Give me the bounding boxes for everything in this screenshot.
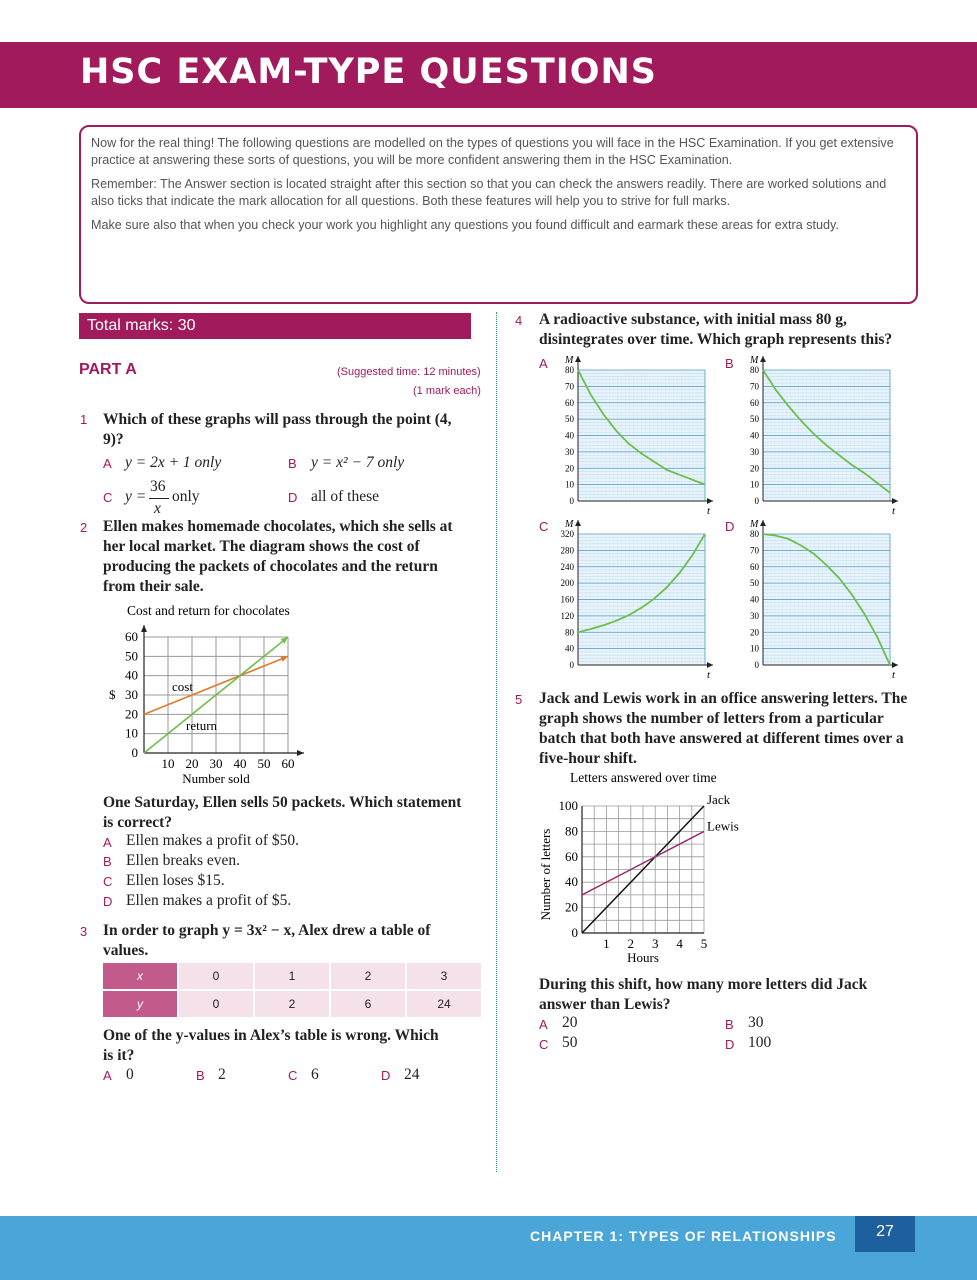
decay-graph-a: [555, 350, 715, 515]
decay-graph-d: [740, 514, 900, 679]
x-tick-label: 10: [161, 756, 175, 771]
q3-option-c: 6: [311, 1066, 319, 1083]
x-axis-label: Number sold: [182, 771, 250, 786]
x-axis-arrow: [707, 498, 713, 504]
q1-option-b: y = x² − 7 only: [311, 454, 405, 471]
q2-option-d: Ellen makes a profit of $5.: [126, 892, 292, 909]
x-axis-arrow: [707, 662, 713, 668]
x-tick-label: 2: [627, 936, 635, 951]
x-axis-label: t: [892, 505, 896, 515]
q5-option-b-letter: B: [725, 1017, 734, 1032]
y-tick-label: 200: [560, 578, 574, 589]
q2-option-a-letter: A: [103, 835, 112, 850]
intro-box: [79, 125, 918, 304]
q3-stem: One of the y-values in Alex’s table is wrong. Which is it?: [103, 1027, 439, 1064]
y-tick-label: 40: [125, 667, 138, 683]
table-cell: 0: [179, 991, 253, 1017]
series-label-cost: cost: [172, 679, 193, 694]
q1-text: Which of these graphs will pass through the point (4, 9)?: [103, 411, 452, 448]
total-marks-bar: Total marks: 30: [79, 313, 471, 339]
q1-option-c-letter: C: [103, 490, 113, 505]
y-axis-arrow: [760, 356, 766, 362]
q3-option-a: 0: [126, 1066, 134, 1083]
q4-option-d-letter: D: [725, 519, 735, 534]
q1-number: 1: [80, 412, 88, 427]
y-tick-label: 70: [750, 545, 759, 556]
footer-bar: [0, 1216, 977, 1280]
q2-text: Ellen makes homemade chocolates, which she sells at her local market. The diagram shows the cost of producing the packets of chocolates and the return from their sale.: [103, 518, 453, 595]
y-axis-arrow: [760, 520, 766, 526]
q5-option-a-letter: A: [539, 1017, 548, 1032]
q2-option-b: Ellen breaks even.: [126, 852, 241, 869]
q1-option-c-denominator: x: [154, 500, 161, 517]
table-header-y: y: [103, 991, 177, 1017]
y-tick-label: 10: [125, 725, 138, 741]
x-axis-arrow: [892, 498, 898, 504]
y-tick-label: 10: [750, 643, 759, 654]
x-tick-label: 1: [603, 936, 610, 951]
fraction-bar: [149, 498, 169, 499]
q2-option-c: Ellen loses $15.: [126, 872, 225, 889]
y-tick-label: 100: [558, 798, 578, 813]
table-row: [103, 991, 481, 1017]
q4-number: 4: [515, 313, 523, 328]
chart-title: Cost and return for chocolates: [127, 603, 290, 618]
q5-option-d-letter: D: [725, 1037, 735, 1052]
x-tick-label: 30: [209, 756, 223, 771]
q4-option-a-letter: A: [539, 356, 548, 371]
y-tick-label: 50: [750, 578, 759, 589]
y-tick-label: 320: [560, 529, 574, 539]
y-tick-label: 60: [750, 561, 759, 572]
table-cell: 24: [407, 991, 481, 1017]
cost-return-chart: [100, 598, 315, 788]
y-tick-label: 50: [750, 414, 759, 425]
y-tick-label: 0: [571, 925, 578, 940]
q5-number: 5: [515, 692, 523, 707]
y-axis-label: M: [565, 355, 574, 366]
y-axis-label: M: [750, 355, 759, 366]
series-label-jack: Jack: [707, 792, 731, 807]
q5-option-b: 30: [748, 1014, 764, 1031]
y-axis-arrow: [141, 625, 147, 632]
series-label-return: return: [186, 718, 218, 733]
x-tick-label: 4: [676, 936, 683, 951]
q3-option-d-letter: D: [381, 1068, 391, 1083]
q5-stem: During this shift, how many more letters did Jack answer than Lewis?: [539, 976, 868, 1013]
column-divider: [496, 312, 497, 1172]
y-tick-label: 60: [565, 848, 578, 864]
y-axis-arrow: [575, 356, 581, 362]
x-axis-label: Hours: [627, 950, 659, 965]
y-tick-label: 160: [560, 594, 574, 605]
table-cell: 3: [407, 963, 481, 989]
x-axis-arrow: [892, 662, 898, 668]
y-tick-label: 50: [565, 414, 574, 425]
y-axis-label: $: [109, 687, 116, 702]
q3-number: 3: [80, 924, 88, 939]
x-axis-label: t: [707, 505, 711, 515]
intro-paragraph-1: Now for the real thing! The following questions are modelled on the types of questions you will face in the HSC Examination. If you get extensive practice at answering these sorts of questions, you will be more confident answering them in the HSC Examination.: [91, 136, 894, 167]
y-tick-label: 10: [750, 479, 759, 490]
q2-option-a: Ellen makes a profit of $50.: [126, 832, 300, 849]
x-tick-label: 5: [700, 936, 708, 951]
q1-option-a: y = 2x + 1 only: [125, 454, 222, 471]
letters-chart: [534, 765, 764, 970]
q2-number: 2: [80, 520, 88, 535]
x-tick-label: 60: [281, 756, 295, 771]
q2-stem: One Saturday, Ellen sells 50 packets. Which statement is correct?: [103, 794, 462, 831]
q4-option-c-letter: C: [539, 519, 549, 534]
q5-option-d: 100: [748, 1034, 772, 1051]
q1-option-b-letter: B: [288, 456, 297, 471]
y-axis-label: Number of letters: [538, 828, 553, 921]
part-title: PART A: [79, 361, 137, 378]
y-tick-label: 60: [750, 397, 759, 408]
x-tick-label: 50: [257, 756, 271, 771]
y-tick-label: 40: [565, 430, 574, 441]
q2-option-b-letter: B: [103, 854, 112, 869]
series-arrow: [280, 656, 288, 662]
y-tick-label: 240: [560, 561, 574, 572]
page-number: 27: [855, 1216, 915, 1252]
y-tick-label: 70: [750, 381, 759, 392]
y-tick-label: 80: [565, 823, 578, 839]
y-tick-label: 60: [565, 397, 574, 408]
intro-paragraph-2: Remember: The Answer section is located straight after this section so that you can check the answers readily. There are worked solutions and also ticks that indicate the mark allocation for all questions. Both these features will help you to strive for full marks.: [91, 177, 887, 208]
y-axis-arrow: [575, 520, 581, 526]
x-axis-label: t: [707, 669, 711, 679]
x-tick-label: 3: [651, 936, 659, 951]
y-tick-label: 80: [750, 529, 759, 539]
y-tick-label: 0: [131, 745, 138, 760]
y-tick-label: 80: [565, 365, 574, 375]
q1-option-c-rhs: only: [172, 488, 200, 505]
y-tick-label: 0: [754, 496, 759, 506]
q5-text: Jack and Lewis work in an office answering letters. The graph shows the number of letters from a particular batch that both have answered at different times over a five-hour shift.: [539, 690, 908, 767]
q2-option-d-letter: D: [103, 894, 113, 909]
y-tick-label: 50: [125, 648, 138, 664]
chart-title: Letters answered over time: [570, 770, 717, 785]
series-label-lewis: Lewis: [707, 818, 739, 834]
y-tick-label: 60: [125, 629, 138, 644]
y-tick-label: 80: [750, 365, 759, 375]
y-tick-label: 0: [569, 660, 574, 670]
decay-graph-b: [740, 350, 900, 515]
q5-option-c-letter: C: [539, 1037, 549, 1052]
table-row: [103, 963, 481, 989]
y-tick-label: 20: [125, 706, 138, 722]
q3-option-b-letter: B: [196, 1068, 205, 1083]
x-tick-label: 20: [185, 756, 199, 771]
table-cell: 6: [331, 991, 405, 1017]
table-cell: 1: [255, 963, 329, 989]
q3-option-d: 24: [404, 1066, 420, 1083]
y-tick-label: 70: [565, 381, 574, 392]
y-tick-label: 40: [565, 643, 574, 654]
q1-option-a-letter: A: [103, 456, 112, 471]
y-tick-label: 80: [565, 627, 574, 638]
y-tick-label: 20: [565, 463, 574, 474]
chapter-title: CHAPTER 1: TYPES OF RELATIONSHIPS: [530, 1228, 837, 1244]
y-axis-label: M: [750, 519, 759, 530]
q3-option-a-letter: A: [103, 1068, 112, 1083]
y-tick-label: 20: [750, 627, 759, 638]
y-tick-label: 40: [565, 874, 578, 890]
q3-option-b: 2: [218, 1066, 226, 1083]
q5-option-c: 50: [562, 1034, 578, 1051]
x-axis-arrow: [297, 750, 304, 756]
y-tick-label: 280: [560, 545, 574, 556]
table-header-x: x: [103, 963, 177, 989]
y-tick-label: 10: [565, 479, 574, 490]
y-axis-label: M: [565, 519, 574, 530]
growth-graph-c: [555, 514, 715, 679]
intro-paragraph-3: Make sure also that when you check your work you highlight any questions you found difficult and earmark these areas for extra study.: [91, 218, 839, 232]
y-tick-label: 20: [565, 899, 578, 915]
x-axis-label: t: [892, 669, 896, 679]
q1-option-d-letter: D: [288, 490, 298, 505]
q1-option-d: all of these: [311, 488, 380, 505]
q4-option-b-letter: B: [725, 356, 734, 371]
table-cell: 2: [255, 991, 329, 1017]
y-tick-label: 30: [565, 446, 574, 457]
q1-option-c-numerator: 36: [150, 478, 166, 495]
values-table: [101, 961, 483, 1019]
y-tick-label: 0: [569, 496, 574, 506]
y-tick-label: 20: [750, 463, 759, 474]
y-tick-label: 30: [750, 446, 759, 457]
y-tick-label: 30: [750, 610, 759, 621]
y-tick-label: 30: [125, 687, 138, 702]
q1-option-c-lhs: y =: [125, 488, 147, 505]
x-tick-label: 40: [233, 756, 247, 771]
page-title: HSC EXAM-TYPE QUESTIONS: [80, 52, 657, 92]
table-cell: 0: [179, 963, 253, 989]
q5-option-a: 20: [562, 1014, 578, 1031]
q4-text: A radioactive substance, with initial mass 80 g, disintegrates over time. Which graph represents this?: [539, 311, 893, 348]
y-tick-label: 40: [750, 594, 759, 605]
y-tick-label: 0: [754, 660, 759, 670]
q2-option-c-letter: C: [103, 874, 113, 889]
suggested-time: (Suggested time: 12 minutes): [337, 366, 481, 378]
mark-each: (1 mark each): [413, 385, 481, 397]
y-tick-label: 40: [750, 430, 759, 441]
y-tick-label: 120: [560, 610, 574, 621]
q3-option-c-letter: C: [288, 1068, 298, 1083]
table-cell: 2: [331, 963, 405, 989]
q3-text: In order to graph y = 3x² − x, Alex drew a table of values.: [103, 922, 431, 959]
